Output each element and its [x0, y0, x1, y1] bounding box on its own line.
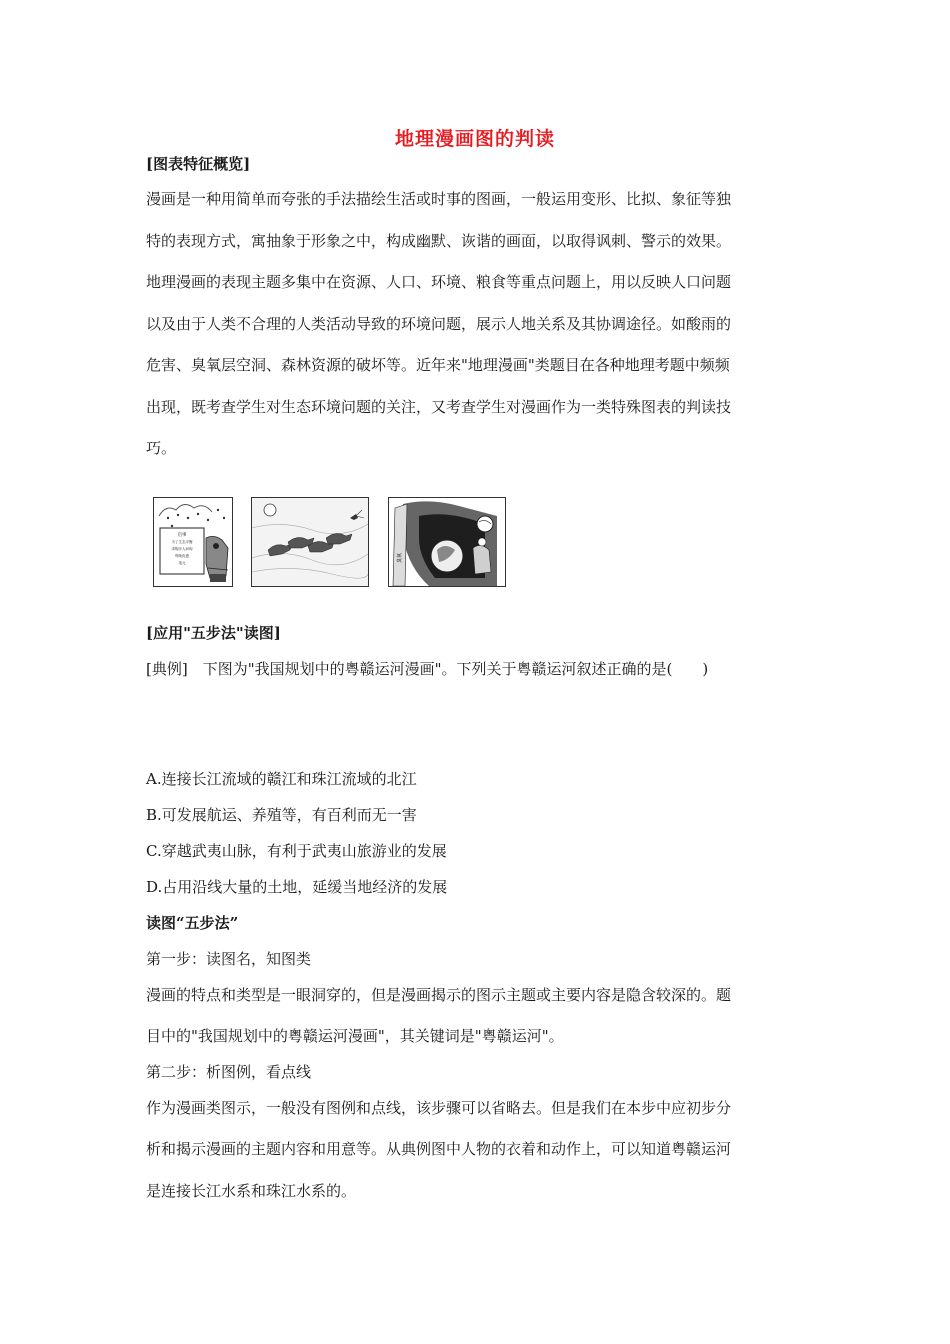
notice-line: 为了生态平衡	[171, 540, 193, 544]
paragraph-line: 地理漫画的表现主题多集中在资源、人口、环境、粮食等重点问题上，用以反映人口问题	[146, 273, 732, 291]
paragraph-line: 巧。	[146, 439, 177, 457]
notice-line: 电元	[178, 561, 186, 565]
step1-title: 第一步：读图名，知图类	[146, 950, 312, 968]
option-b: B.可发展航运、养殖等，有百利而无一害	[146, 806, 417, 824]
ozone-label: 臭氧	[397, 552, 403, 564]
section-heading-read-steps: 读图“五步法”	[146, 914, 239, 932]
paragraph-line: 出现，既考查学生对生态环境问题的关注，又考查学生对漫画作为一类特殊图表的判读技	[146, 398, 732, 416]
ozone-hole-cartoon	[388, 497, 506, 587]
page-title: 地理漫画图的判读	[394, 128, 555, 150]
acid-rain-illustration	[154, 498, 232, 586]
paragraph-line: 作为漫画类图示，一般没有图例和点线，该步骤可以省略去。但是我们在本步中应初步分	[146, 1099, 732, 1117]
option-c: C.穿越武夷山脉，有利于武夷山旅游业的发展	[146, 842, 447, 860]
desert-migration-cartoon	[251, 497, 369, 587]
example-question: [典例] 下图为"我国规划中的粤赣运河漫画"。下列关于粤赣运河叙述正确的是( )	[146, 660, 709, 678]
paragraph-line: 漫画的特点和类型是一眼洞穿的，但是漫画揭示的图示主题或主要内容是隐含较深的。题	[146, 986, 732, 1004]
ozone-hole-illustration	[389, 498, 505, 586]
paragraph-line: 目中的"我国规划中的粤赣运河漫画"，其关键词是"粤赣运河"。	[146, 1027, 564, 1045]
notice-line: 每吨优惠	[175, 554, 189, 558]
paragraph-line: 危害、臭氧层空洞、森林资源的破坏等。近年来"地理漫画"类题目在各种地理考题中频频	[146, 356, 730, 374]
notice-line: 求购多人问询	[171, 547, 193, 551]
option-d: D.占用沿线大量的土地，延缓当地经济的发展	[146, 878, 448, 896]
desert-migration-illustration	[252, 498, 368, 586]
section-heading-overview: [图表特征概览]	[146, 155, 251, 173]
paragraph-line: 漫画是一种用简单而夸张的手法描绘生活或时事的图画，一般运用变形、比拟、象征等独	[146, 190, 732, 208]
section-heading-five-steps: [应用"五步法"读图]	[146, 624, 281, 642]
paragraph-line: 以及由于人类不合理的人类活动导致的环境问题，展示人地关系及其协调途径。如酸雨的	[146, 315, 732, 333]
step2-title: 第二步：析图例，看点线	[146, 1063, 312, 1081]
acid-rain-cartoon	[153, 497, 233, 587]
paragraph-line: 析和揭示漫画的主题内容和用意等。从典例图中人物的衣着和动作上，可以知道粤赣运河	[146, 1140, 732, 1158]
option-a: A.连接长江流域的赣江和珠江流域的北江	[146, 770, 417, 788]
paragraph-line: 是连接长江水系和珠江水系的。	[146, 1182, 357, 1200]
paragraph-line: 特的表现方式，寓抽象于形象之中，构成幽默、诙谐的画面，以取得讽刺、警示的效果。	[146, 232, 732, 250]
notice-title: 启事	[177, 533, 187, 538]
